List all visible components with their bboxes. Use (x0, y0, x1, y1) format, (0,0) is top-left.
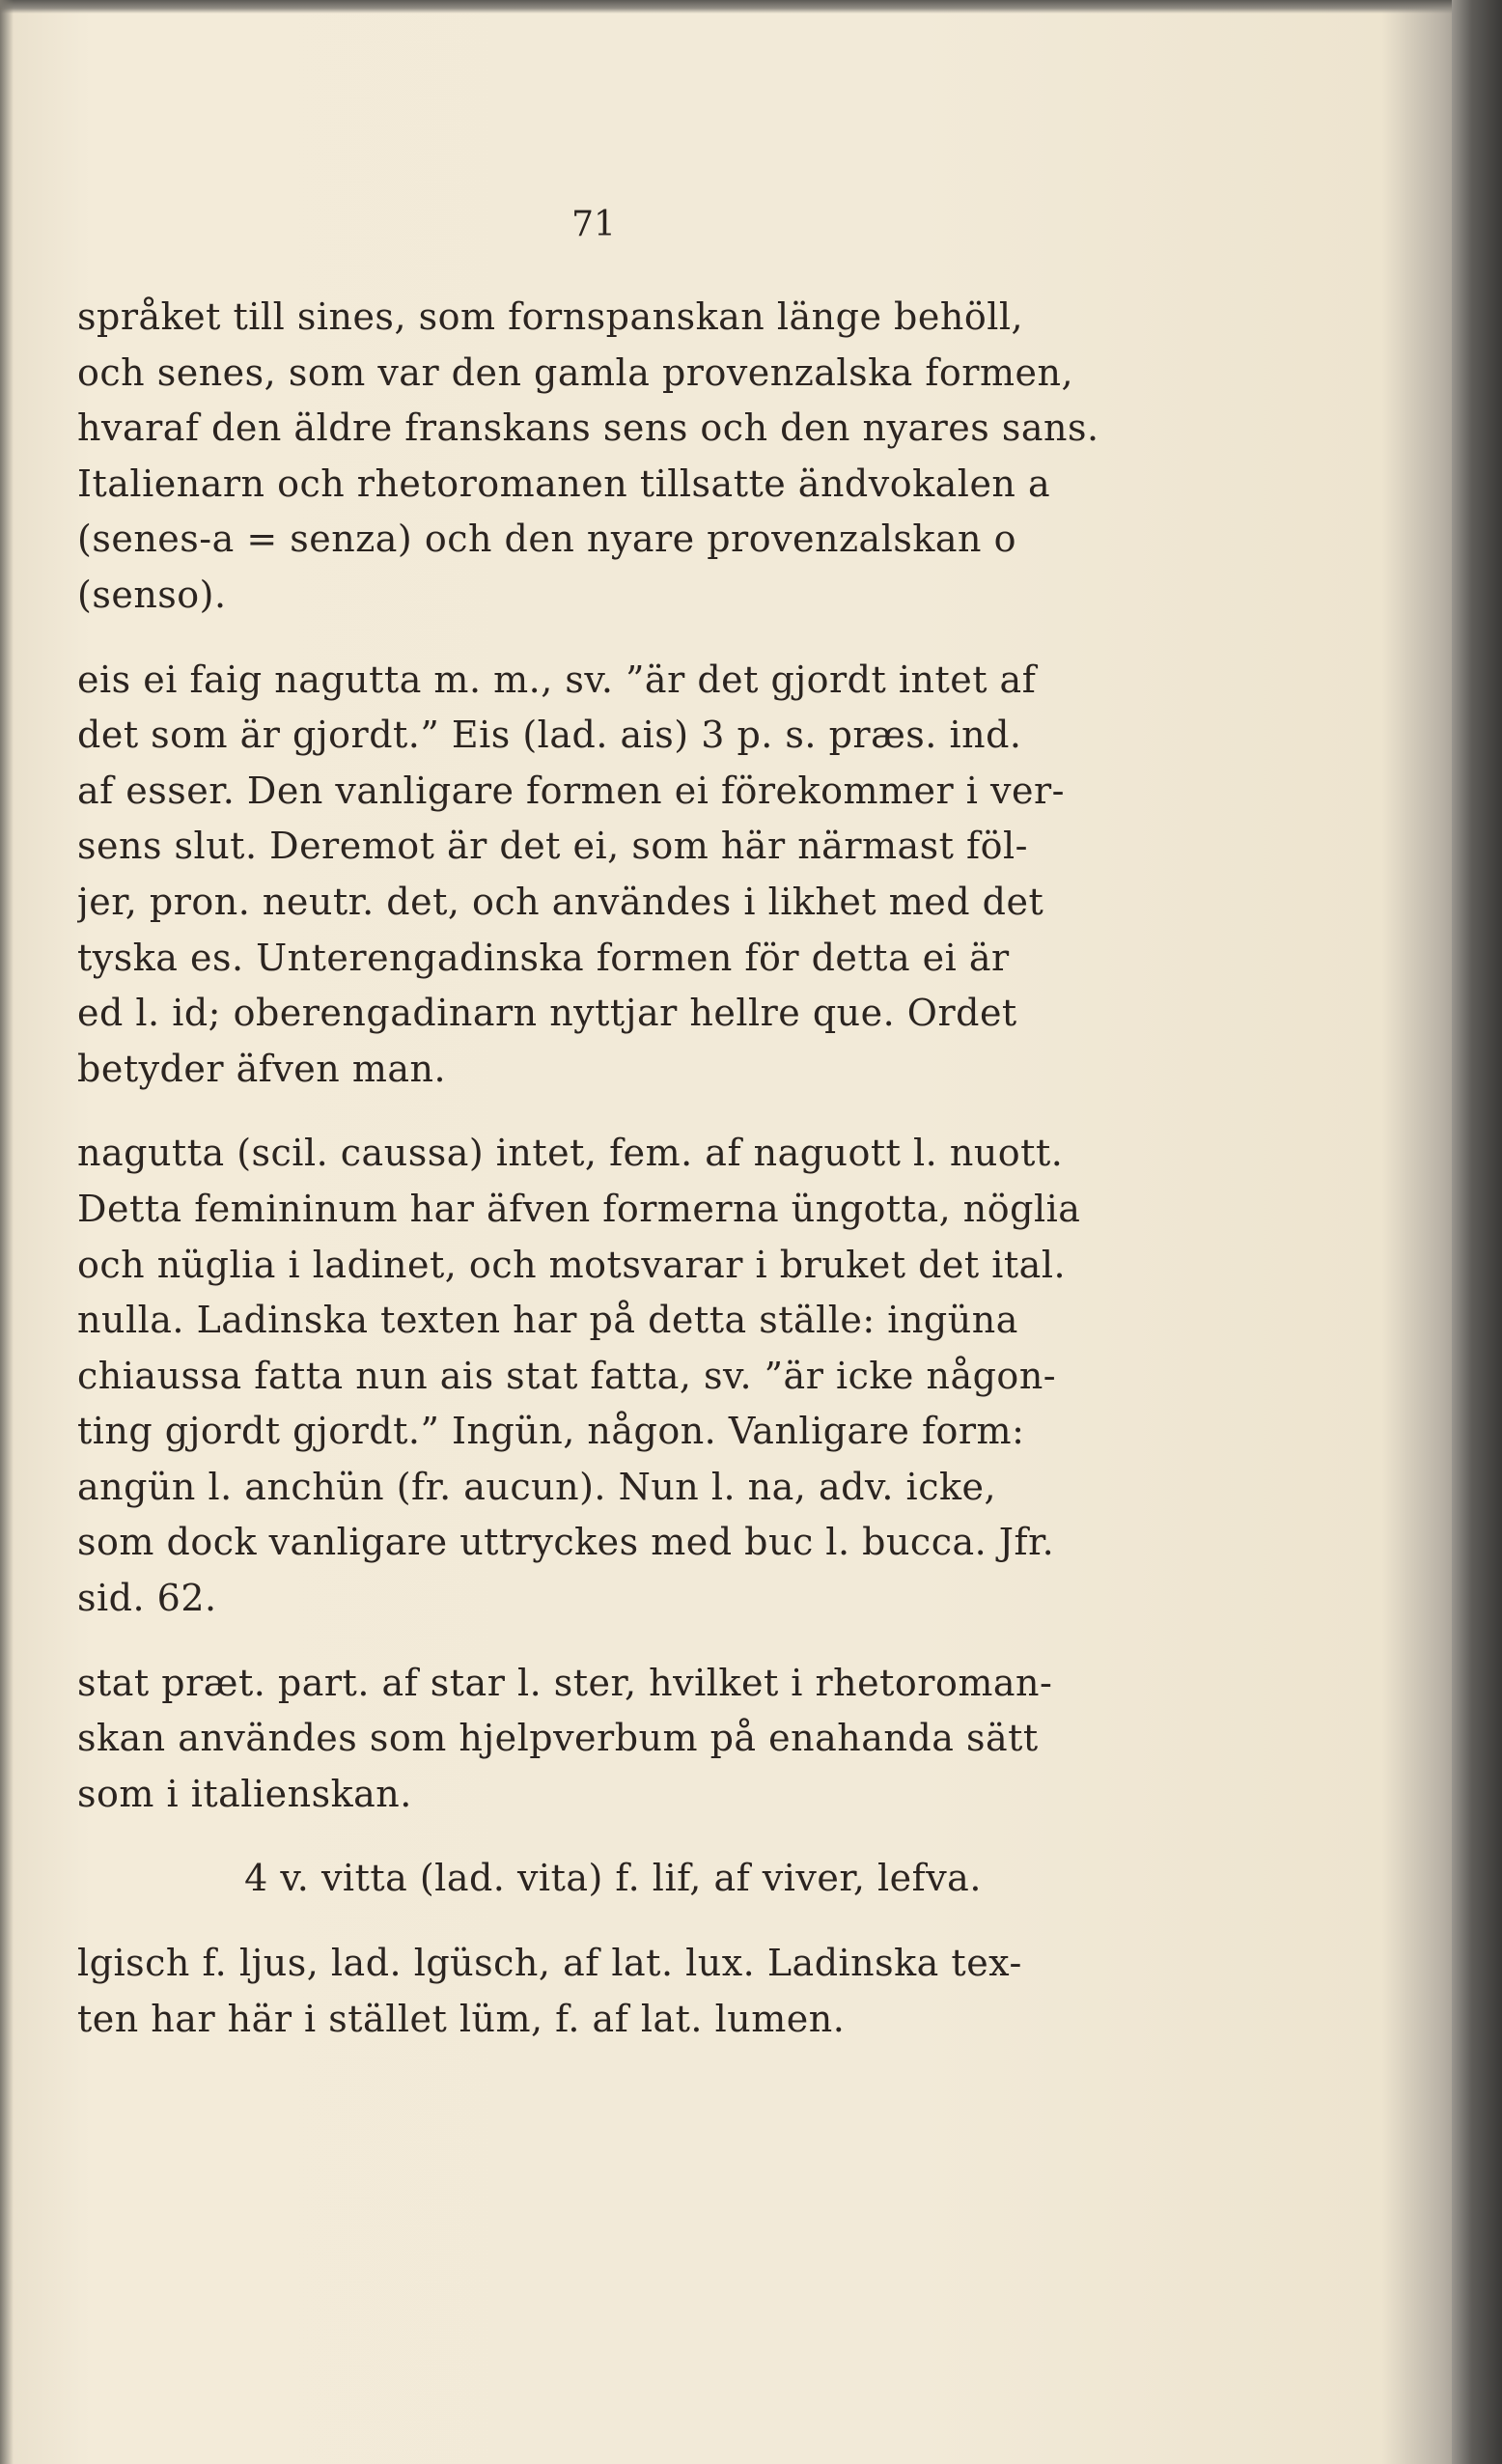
scan-left-edge (0, 0, 14, 2464)
text-line: som dock vanligare uttryckes med buc l. bucca. Jfr. (77, 1521, 1055, 1564)
text-line: skan användes som hjelpverbum på enahanda sätt (77, 1717, 1039, 1760)
text-line: sens slut. Deremot är det ei, som här närmast föl- (77, 825, 1028, 868)
text-line: och nüglia i ladinet, och motsvarar i bruket det ital. (77, 1243, 1067, 1286)
scan-right-edge (1452, 0, 1502, 2464)
paragraph-eis-ei-faig (77, 653, 1149, 1098)
text-line: (senso). (77, 573, 227, 616)
text-line: ten har här i stället lüm, f. af lat. lumen. (77, 1997, 846, 2040)
text-line: Italienarn och rhetoromanen tillsatte ändvokalen a (77, 462, 1051, 505)
text-line: lgisch f. ljus, lad. lgüsch, af lat. lux. Ladinska tex- (77, 1942, 1022, 1985)
text-line: 4 v. vitta (lad. vita) f. lif, af viver, lefva. (244, 1857, 982, 1900)
text-line: (senes-a = senza) och den nyare provenzalskan o (77, 518, 1016, 561)
text-line: ting gjordt gjordt.” Ingün, någon. Vanligare form: (77, 1410, 1025, 1453)
text-line: och senes, som var den gamla provenzalska formen, (77, 350, 1074, 394)
paragraph-lgisch (77, 1936, 1149, 2047)
text-line: ed l. id; oberengadinarn nyttjar hellre que. Ordet (77, 992, 1017, 1035)
text-line: nagutta (scil. caussa) intet, fem. af naguott l. nuott. (77, 1132, 1064, 1175)
text-line: eis ei faig nagutta m. m., sv. ”är det gjordt intet af (77, 658, 1037, 701)
text-line: det som är gjordt.” Eis (lad. ais) 3 p. s. præs. ind. (77, 714, 1022, 757)
text-line: hvaraf den äldre franskans sens och den nyares sans. (77, 406, 1099, 450)
scan-top-edge (0, 0, 1502, 14)
text-line: tyska es. Unterengadinska formen för detta ei är (77, 936, 1010, 979)
text-line: nulla. Ladinska texten har på detta ställe: ingüna (77, 1299, 1018, 1342)
paragraph-stat (77, 1656, 1149, 1823)
text-line: som i italienskan. (77, 1772, 412, 1815)
text-line: språket till sines, som fornspanskan länge behöll, (77, 295, 1024, 338)
paragraph-nagutta (77, 1126, 1149, 1626)
text-line: Detta femininum har äfven formerna üngotta, nöglia (77, 1187, 1081, 1230)
text-line: betyder äfven man. (77, 1047, 447, 1090)
text-line: stat præt. part. af star l. ster, hvilket i rhetoroman- (77, 1661, 1053, 1704)
text-line: chiaussa fatta nun ais stat fatta, sv. ”är icke någon- (77, 1354, 1057, 1397)
text-line: af esser. Den vanligare formen ei förekommer i ver- (77, 769, 1065, 812)
text-line: jer, pron. neutr. det, och användes i likhet med det (77, 880, 1044, 923)
body-text (77, 290, 1149, 2076)
text-line: angün l. anchün (fr. aucun). Nun l. na, adv. icke, (77, 1465, 997, 1508)
paragraph-sines (77, 290, 1149, 624)
page-number: 71 (571, 205, 616, 244)
text-line: sid. 62. (77, 1577, 217, 1620)
paragraph-verse-4 (77, 1851, 1149, 1907)
